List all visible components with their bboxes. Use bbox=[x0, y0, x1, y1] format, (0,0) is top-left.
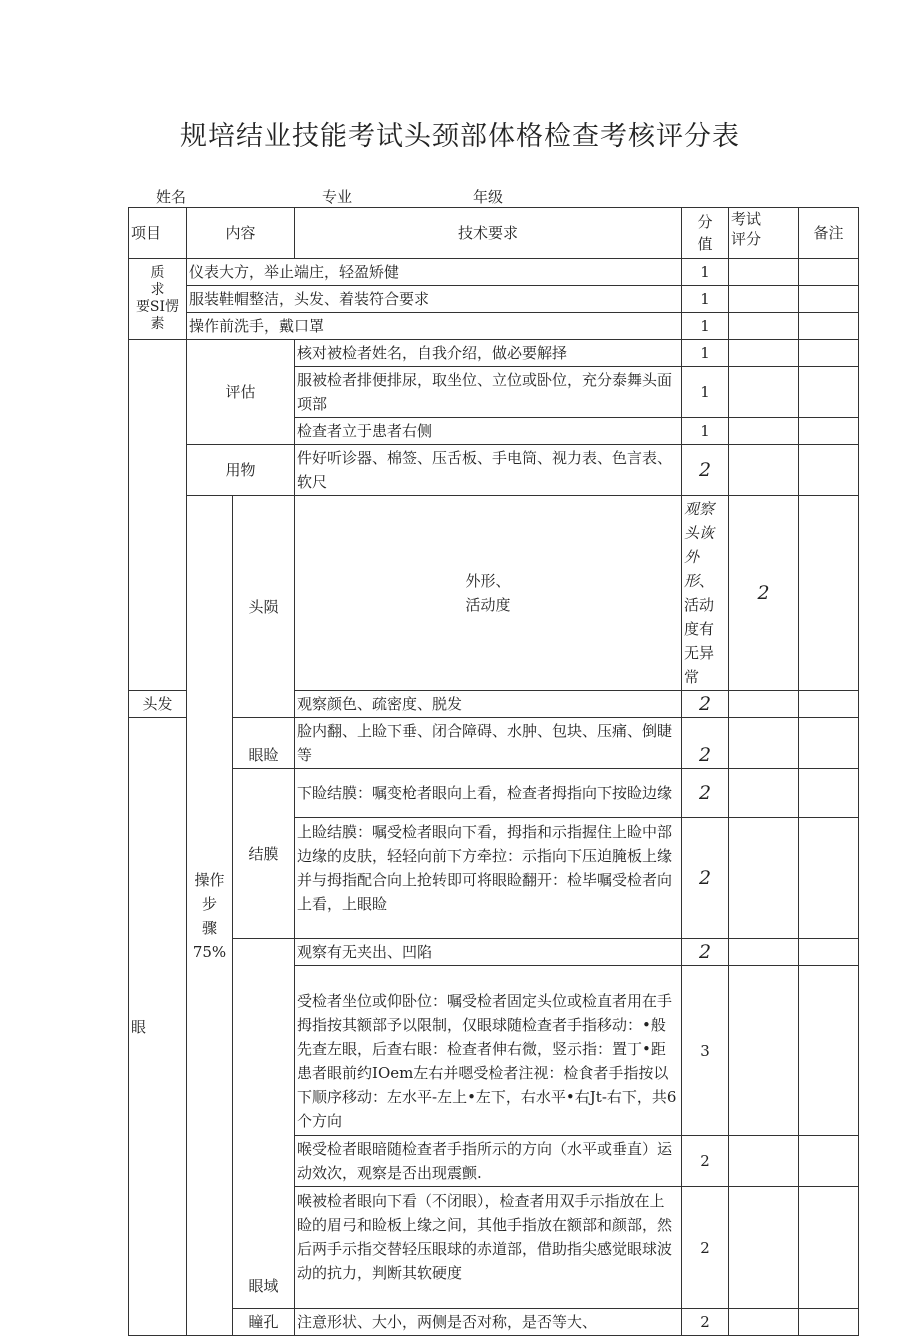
remark-cell[interactable] bbox=[799, 445, 859, 496]
quality-content: 仪表大方，举止端庄，轻盈矫健 bbox=[187, 259, 682, 286]
head-shape-requirement-rest: 、活动度有无异常 bbox=[684, 572, 715, 686]
conj-label: 结膜 bbox=[233, 769, 295, 939]
assess-label: 评估 bbox=[187, 340, 295, 445]
conj-score: 2 bbox=[682, 818, 729, 939]
exam-score-cell[interactable] bbox=[729, 259, 799, 286]
remark-cell[interactable] bbox=[799, 259, 859, 286]
globe-score: 2 bbox=[682, 939, 729, 966]
globe-requirement: 喉被检者眼向下看（不闭眼），检查者用双手示指放在上睑的眉弓和睑板上缘之间，其他手指放在额部和颜部，然后两手示指交替轻压眼球的赤道部，借助指尖感觉眼球波动的抗力，判断其软硬度 bbox=[295, 1187, 682, 1309]
globe-requirement: 受检者坐位或仰卧位：嘱受检者固定头位或检直者用在手拇指按其额部予以限制，仅眼球随检查者手指移动：•般先查左眼，后查右眼：检查者伸右微，竖示指：置丁•距患者眼前约IOem左右并嗯受检者注视：检食者手指按以下顺序移动：左水平-左上•左下，右水平•右Jt-右下，共6个方向 bbox=[295, 966, 682, 1136]
header-requirement: 技术要求 bbox=[295, 208, 682, 259]
head-shape-requirement bbox=[682, 496, 729, 691]
table-row bbox=[129, 1309, 859, 1336]
score-table bbox=[128, 207, 859, 1336]
remark-cell[interactable] bbox=[799, 367, 859, 418]
page-title: 规培结业技能考试头颈部体格检查考核评分表 bbox=[180, 121, 740, 152]
head-label: 头陨 bbox=[233, 496, 295, 718]
table-row bbox=[129, 939, 859, 966]
pupil-score: 2 bbox=[682, 1309, 729, 1336]
remark-cell[interactable] bbox=[799, 1309, 859, 1336]
remark-cell[interactable] bbox=[799, 691, 859, 718]
table-row bbox=[129, 340, 859, 367]
exam-score-cell[interactable] bbox=[729, 313, 799, 340]
remark-cell[interactable] bbox=[799, 718, 859, 769]
exam-score-cell[interactable] bbox=[729, 1187, 799, 1309]
globe-label: 眼域 bbox=[233, 939, 295, 1309]
exam-score-cell[interactable] bbox=[729, 691, 799, 718]
hair-requirement: 观察颜色、疏密度、脱发 bbox=[295, 691, 682, 718]
assess-requirement: 核对被检者姓名，自我介绍，做必要解择 bbox=[295, 340, 682, 367]
table-row bbox=[129, 313, 859, 340]
exam-score-cell[interactable] bbox=[729, 718, 799, 769]
exam-score-cell[interactable] bbox=[799, 496, 859, 691]
exam-score-cell[interactable] bbox=[729, 769, 799, 818]
prep-item-cell bbox=[129, 340, 187, 691]
name-label: 姓名 bbox=[156, 188, 187, 206]
major-label: 专业 bbox=[322, 188, 353, 206]
globe-requirement: 喉受检者眼暗随检查者手指所示的方向（水平或垂直）运动效次，观察是否出现震颤. bbox=[295, 1136, 682, 1187]
assess-requirement: 服被检者排便排尿，取坐位、立位或卧位，充分泰舞头面项部 bbox=[295, 367, 682, 418]
quality-score: 1 bbox=[682, 259, 729, 286]
eyelid-label: 眼睑 bbox=[233, 718, 295, 769]
assess-score: 1 bbox=[682, 418, 729, 445]
table-row bbox=[129, 259, 859, 286]
remark-cell[interactable] bbox=[799, 966, 859, 1136]
exam-score-cell[interactable] bbox=[729, 966, 799, 1136]
supplies-score: 2 bbox=[682, 445, 729, 496]
table-row bbox=[129, 769, 859, 818]
header-row bbox=[129, 208, 859, 259]
conj-score: 2 bbox=[682, 769, 729, 818]
hair-label: 头发 bbox=[129, 691, 187, 718]
head-shape-requirement-italic: 观察头诙外形 bbox=[684, 500, 715, 590]
remark-cell[interactable] bbox=[799, 769, 859, 818]
pupil-requirement: 注意形状、大小，两侧是否对称，是否等大、 bbox=[295, 1309, 682, 1336]
pupil-label: 瞳孔 bbox=[233, 1309, 295, 1336]
remark-cell[interactable] bbox=[799, 418, 859, 445]
remark-cell[interactable] bbox=[799, 313, 859, 340]
quality-content: 服装鞋帽整洁，头发、着装符合要求 bbox=[187, 286, 682, 313]
eyelid-score: 2 bbox=[682, 718, 729, 769]
globe-requirement: 观察有无夹出、凹陷 bbox=[295, 939, 682, 966]
globe-score: 2 bbox=[682, 1187, 729, 1309]
hair-score: 2 bbox=[682, 691, 729, 718]
conj-requirement: 下睑结膜：嘱变枪者眼向上看，检查者拇指向下按睑边缘 bbox=[295, 769, 682, 818]
head-shape-label: 外形、 活动度 bbox=[295, 496, 682, 691]
conj-requirement: 上睑结膜：嘱受检者眼向下看，拇指和示指握住上睑中部边缘的皮肤，轻轻向前下方牵拉：示指向下压迫腌板上缘并与拇指配合向上抢转即可将眼睑翻开：检毕嘱受检者向上看，上眼睑 bbox=[295, 818, 682, 939]
exam-score-cell[interactable] bbox=[729, 818, 799, 939]
supplies-requirement: 件好听诊器、棉签、压舌板、手电筒、视力表、色言表、软尺 bbox=[295, 445, 682, 496]
steps-label: 操作步 骤75% bbox=[187, 496, 233, 1336]
exam-score-cell[interactable] bbox=[729, 367, 799, 418]
grade-label: 年级 bbox=[473, 188, 504, 206]
quality-score: 1 bbox=[682, 286, 729, 313]
globe-score: 3 bbox=[682, 966, 729, 1136]
remark-cell[interactable] bbox=[799, 1187, 859, 1309]
quality-content: 操作前洗手，戴口罩 bbox=[187, 313, 682, 340]
supplies-label: 用物 bbox=[187, 445, 295, 496]
header-exam-score: 考试 评分 bbox=[729, 208, 799, 259]
quality-label: 质 求 要SI愣 素 bbox=[129, 259, 187, 340]
table-row bbox=[129, 445, 859, 496]
header-content: 内容 bbox=[187, 208, 295, 259]
exam-score-cell[interactable] bbox=[729, 286, 799, 313]
head-shape-score: 2 bbox=[729, 496, 799, 691]
exam-score-cell[interactable] bbox=[729, 418, 799, 445]
header-score-value: 分 值 bbox=[682, 208, 729, 259]
header-remark: 备注 bbox=[799, 208, 859, 259]
exam-score-cell[interactable] bbox=[729, 445, 799, 496]
eye-label: 眼 bbox=[129, 718, 187, 1336]
remark-cell[interactable] bbox=[799, 939, 859, 966]
table-row bbox=[129, 718, 859, 769]
assess-score: 1 bbox=[682, 340, 729, 367]
remark-cell[interactable] bbox=[799, 286, 859, 313]
exam-score-cell[interactable] bbox=[729, 340, 799, 367]
exam-score-cell[interactable] bbox=[729, 1136, 799, 1187]
assess-score: 1 bbox=[682, 367, 729, 418]
quality-score: 1 bbox=[682, 313, 729, 340]
remark-cell[interactable] bbox=[799, 340, 859, 367]
header-item: 项目 bbox=[129, 208, 187, 259]
eyelid-requirement: 脸内翻、上睑下垂、闭合障碍、水肿、包块、压痛、倒睫等 bbox=[295, 718, 682, 769]
exam-score-cell[interactable] bbox=[729, 1309, 799, 1336]
assess-requirement: 检查者立于患者右侧 bbox=[295, 418, 682, 445]
remark-cell[interactable] bbox=[799, 1136, 859, 1187]
table-row bbox=[129, 496, 859, 691]
globe-score: 2 bbox=[682, 1136, 729, 1187]
exam-score-cell[interactable] bbox=[729, 939, 799, 966]
remark-cell[interactable] bbox=[799, 818, 859, 939]
table-row bbox=[129, 286, 859, 313]
